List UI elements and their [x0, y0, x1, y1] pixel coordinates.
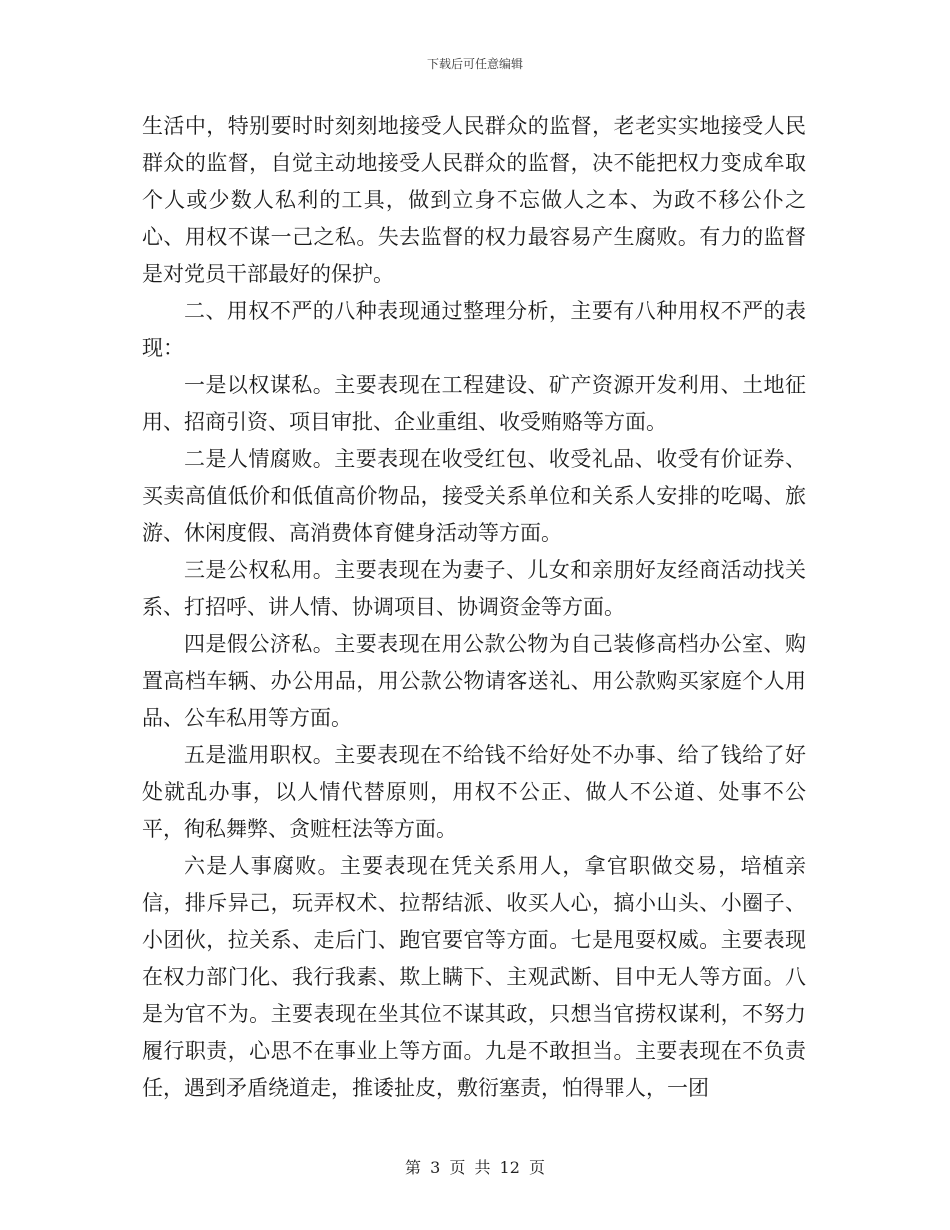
- paragraph-item-5: 五是滥用职权。主要表现在不给钱不给好处不办事、给了钱给了好处就乱办事，以人情代替原则，用权不公正、做人不公道、处事不公平，徇私舞弊、贪赃枉法等方面。: [142, 743, 806, 841]
- document-body: [142, 108, 806, 1107]
- paragraph-item-4: 四是假公济私。主要表现在用公款公物为自己装修高档办公室、购置高档车辆、办公用品，用公款公物请客送礼、用公款购买家庭个人用品、公车私用等方面。: [142, 632, 806, 730]
- paragraph-item-2: 二是人情腐败。主要表现在收受红包、收受礼品、收受有价证券、买卖高值低价和低值高价物品，接受关系单位和关系人安排的吃喝、旅游、休闲度假、高消费体育健身活动等方面。: [142, 447, 806, 545]
- page-header-note: 下载后可任意编辑: [426, 57, 523, 71]
- paragraph-continuation: 生活中，特别要时时刻刻地接受人民群众的监督，老老实实地接受人民群众的监督，自觉主动地接受人民群众的监督，决不能把权力变成牟取个人或少数人私利的工具，做到立身不忘做人之本、为政不移公仆之心、用权不谋一己之私。失去监督的权力最容易产生腐败。有力的监督是对党员干部最好的保护。: [142, 114, 806, 286]
- paragraph-item-6: 六是人事腐败。主要表现在凭关系用人，拿官职做交易，培植亲信，排斥异己，玩弄权术、拉帮结派、收买人心，搞小山头、小圈子、小团伙，拉关系、走后门、跑官要官等方面。七是甩耍权威。主要表现在权力部门化、我行我素、欺上瞒下、主观武断、目中无人等方面。八是为官不为。主要表现在坐其位不谋其政，只想当官捞权谋利，不努力履行职责，心思不在事业上等方面。九是不敢担当。主要表现在不负责任，遇到矛盾绕道走，推诿扯皮，敷衍塞责，怕得罪人，一团: [142, 854, 806, 1100]
- paragraph-item-1: 一是以权谋私。主要表现在工程建设、矿产资源开发利用、土地征用、招商引资、项目审批、企业重组、收受贿赂等方面。: [142, 373, 806, 434]
- paragraph-section-heading: 二、用权不严的八种表现通过整理分析，主要有八种用权不严的表现：: [142, 299, 806, 360]
- paragraph-item-3: 三是公权私用。主要表现在为妻子、儿女和亲朋好友经商活动找关系、打招呼、讲人情、协调项目、协调资金等方面。: [142, 558, 806, 619]
- page-number-footer: 第 3 页 共 12 页: [405, 1158, 545, 1177]
